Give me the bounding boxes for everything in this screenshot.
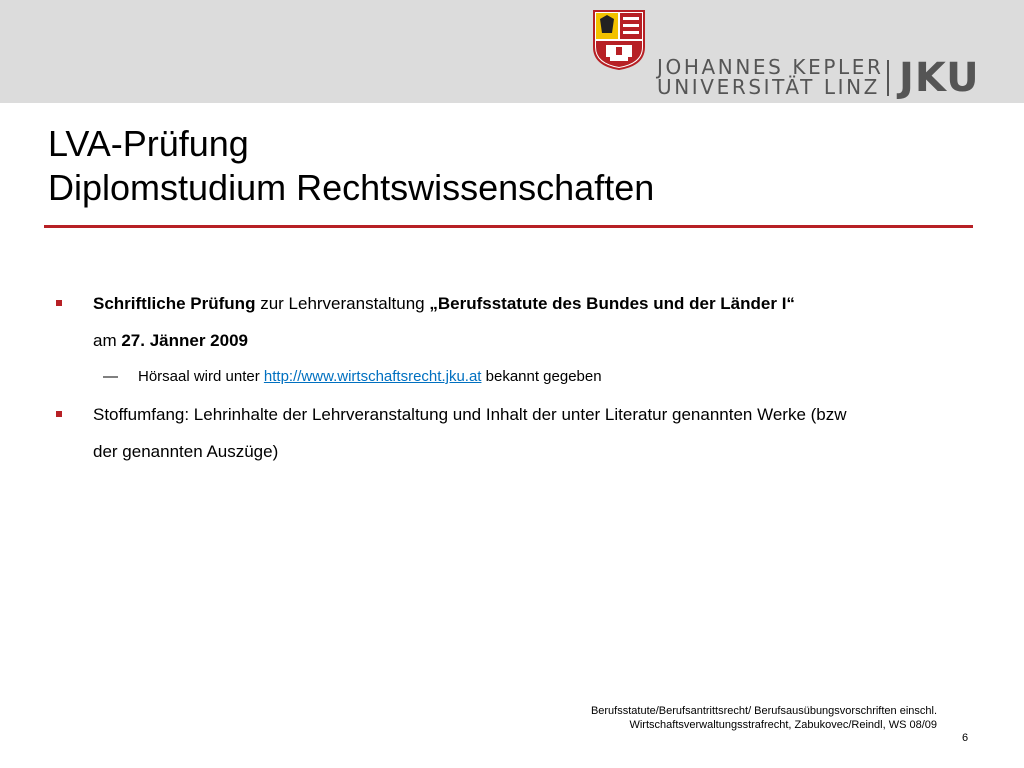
bullet-marker bbox=[56, 411, 62, 417]
footer-line-1: Berufsstatute/Berufsantrittsrecht/ Berufsausübungsvorschriften einschl. bbox=[590, 705, 937, 717]
logo-divider bbox=[887, 60, 889, 96]
bullet-2-line-2: der genannten Auszüge) bbox=[93, 442, 279, 461]
subbullet-text bbox=[138, 368, 602, 386]
title-divider bbox=[44, 225, 973, 228]
exam-date: 27. Jänner 2009 bbox=[121, 331, 248, 350]
subbullet-prefix: Hörsaal wird unter bbox=[138, 368, 264, 385]
bullet-1-course: „Berufsstatute des Bundes und der Länder I“ bbox=[429, 294, 795, 313]
logo-line-1: JOHANNES KEPLER bbox=[657, 55, 884, 79]
bullet-1-line-1 bbox=[93, 294, 795, 314]
bullet-1-lead: Schriftliche Prüfung bbox=[93, 294, 256, 313]
subbullet-suffix: bekannt gegeben bbox=[481, 368, 602, 385]
dash-marker: — bbox=[103, 368, 118, 385]
logo-line-2: UNIVERSITÄT LINZ bbox=[657, 75, 880, 99]
wirtschaftsrecht-link[interactable]: http://www.wirtschaftsrecht.jku.at bbox=[263, 368, 482, 385]
bullet-2-line-1: Stoffumfang: Lehrinhalte der Lehrveranstaltung und Inhalt der unter Literatur genannten Werke (bzw bbox=[93, 405, 847, 424]
slide-title bbox=[48, 122, 654, 210]
page-number: 6 bbox=[962, 732, 969, 744]
bullet-1-date-prefix: am bbox=[93, 331, 122, 350]
footer-line-2: Wirtschaftsverwaltungsstrafrecht, Zabukovec/Reindl, WS 08/09 bbox=[629, 719, 937, 731]
jku-logo: JKU bbox=[899, 55, 980, 101]
bullet-1-mid: zur Lehrveranstaltung bbox=[255, 294, 430, 313]
title-line-1: LVA-Prüfung bbox=[48, 123, 249, 164]
bullet-marker bbox=[56, 300, 62, 306]
slide-footer bbox=[591, 704, 937, 732]
university-crest-icon bbox=[592, 9, 646, 71]
university-wordmark bbox=[657, 57, 883, 97]
bullet-1-line-2 bbox=[93, 331, 248, 351]
title-line-2: Diplomstudium Rechtswissenschaften bbox=[48, 167, 655, 208]
